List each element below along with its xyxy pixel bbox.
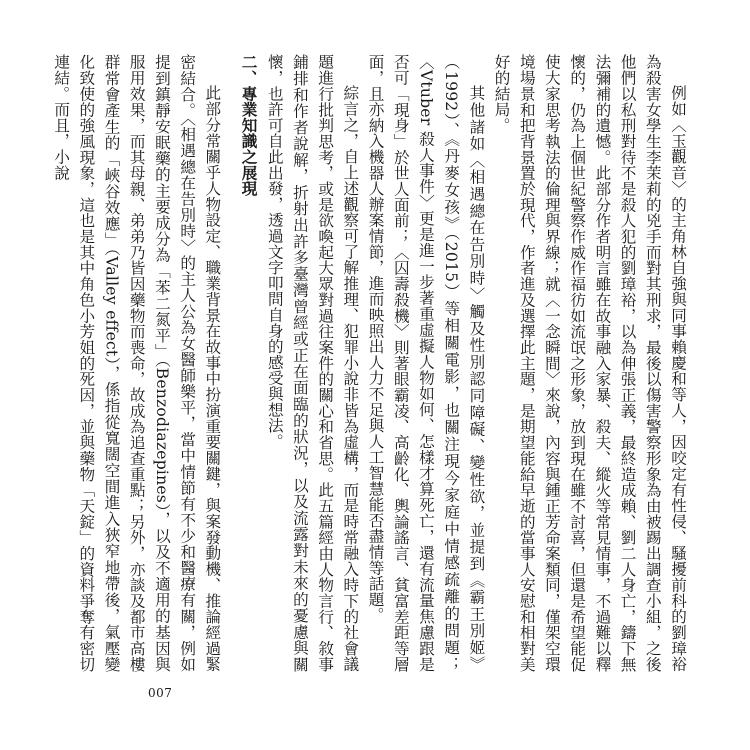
paragraph-1: 例如〈玉觀音〉的主角林自強與同事賴慶和等人，因咬定有性侵、騷擾前科的劉璋裕為殺害女學生李茉莉的兇手而對其刑求，最後以傷害警察形象為由被踢出調查小組，之後他們以私刑對待不是殺人犯的劉璋裕，以為伸張正義，最終造成賴、劉二人身亡，鑄下無法彌補的遺憾。此部分作者明言雖在故事融入家暴、殺夫、縱火等常見情事，不過難以釋懷的，仍為上個世紀警察作威作福彷如流氓之形象，放到現在雖不討喜，但還是希望能促使大家思考執法的倫理與界線；就〈一念瞬間〉來說，內容與鍾正芳命案類同，僅架空環境場景和把背景置於現代，作者進及選擇此主題，是期望能給早逝的當事人安慰和相對美好的結局。: [492, 54, 687, 672]
page-number: 007: [148, 686, 173, 700]
section-heading: 二、專業知識之展現: [239, 54, 259, 197]
paragraph-2: 其他諸如〈相遇總在告別時〉觸及性別認同障礙、變性欲，並提到《霸王別姬》（1992）、《丹麥女孩》（2015）等相關電影，也關注現今家庭中情感疏離的問題；〈Vtuber 殺人事件〉更是進一步著重虛擬人物如何、怎樣才算死亡，還有流量焦慮跟是否可「現身」於世人面前；〈囚壽殺機〉則著眼霸凌、高齡化、輿論謠言、貧富差距等層面，且亦納入機器人辦案情節，進而映照出人力不足與人工智慧能否盡情等話題。: [366, 54, 486, 672]
section-paragraph: 此部分常關乎人物設定、職業背景在故事中扮演重要關鍵，與案發動機、推論經過緊密結合。〈相遇總在告別時〉的主人公為女醫師樂平，當中情節有不少和醫療有關，例如提到鎮靜安眠藥的主要成分為「苯二氮平」（Benzodiazepines），以及不適用的基因與服用效果，而其母親、弟弟乃皆因藥物而喪命，故成為追查重點；另外，亦談及都市高樓群常會產生的「峽谷效應」（Valley effect），係指從寬闊空間進入狹窄地帶後，氣壓變化致使的強風現象，這也是其中角色小芳姐的死因，並與藥物「天錠」的資料爭奪有密切連結。而且，小說: [52, 54, 222, 672]
paragraph-3: 綜言之，自上述觀察可了解推理、犯罪小說非皆為虛構，而是時常融入時下的社會議題進行批判思考，或是欲喚起大眾對過往案件的關心和省思。此五篇經由人物言行、敘事鋪排和作者說解，折射出許多臺灣曾經或正在面臨的狀況，以及流露對未來的憂慮與關懷，也許可自此出發，透過文字叩問自身的感受與想法。: [265, 54, 360, 672]
vertical-text-body: [52, 54, 690, 672]
